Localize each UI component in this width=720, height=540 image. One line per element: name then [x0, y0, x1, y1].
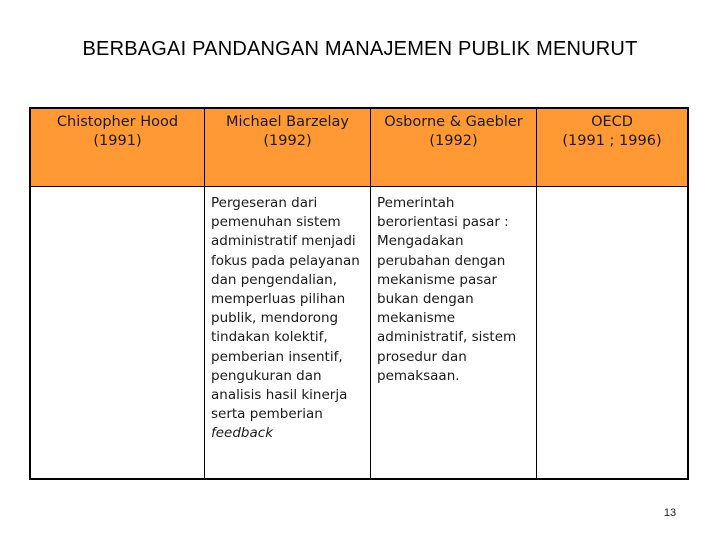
page-title: BERBAGAI PANDANGAN MANAJEMEN PUBLIK MENURUT: [82, 38, 638, 60]
header-year: (1992): [429, 133, 478, 149]
table-cell-hood: [31, 187, 205, 478]
table-cell-barzelay: [205, 187, 371, 478]
barzelay-feedback-term: feedback: [211, 425, 274, 442]
header-name: Michael Barzelay: [226, 114, 349, 130]
header-year: (1992): [263, 133, 312, 149]
header-name: OECD: [591, 114, 633, 130]
header-year: (1991): [93, 133, 142, 149]
table-header-osborne-gaebler: [371, 109, 537, 187]
page-number: 13: [663, 507, 677, 519]
table-header-barzelay: [205, 109, 371, 187]
barzelay-text: Pergeseran dari pemenuhan sistem administratif menjadi fokus pada pelayanan dan pengendalian, memperluas pilihan publik, mendorong tindakan kolektif, pemberian insentif, pengukuran dan analisis hasil kinerja serta pemberian: [211, 195, 360, 423]
table-cell-osborne-gaebler: Pemerintah berorientasi pasar : Mengadakan perubahan dengan mekanisme pasar bukan dengan mekanisme administratif, sistem prosedur dan pemaksaan.: [371, 187, 537, 478]
table-header-oecd: [537, 109, 687, 187]
header-year: (1991 ; 1996): [562, 133, 662, 149]
table-cell-oecd: [537, 187, 687, 478]
header-name: Chistopher Hood: [56, 114, 179, 130]
table-header-hood: [31, 109, 205, 187]
header-name: Osborne & Gaebler: [384, 114, 523, 130]
comparison-table: [29, 107, 689, 480]
